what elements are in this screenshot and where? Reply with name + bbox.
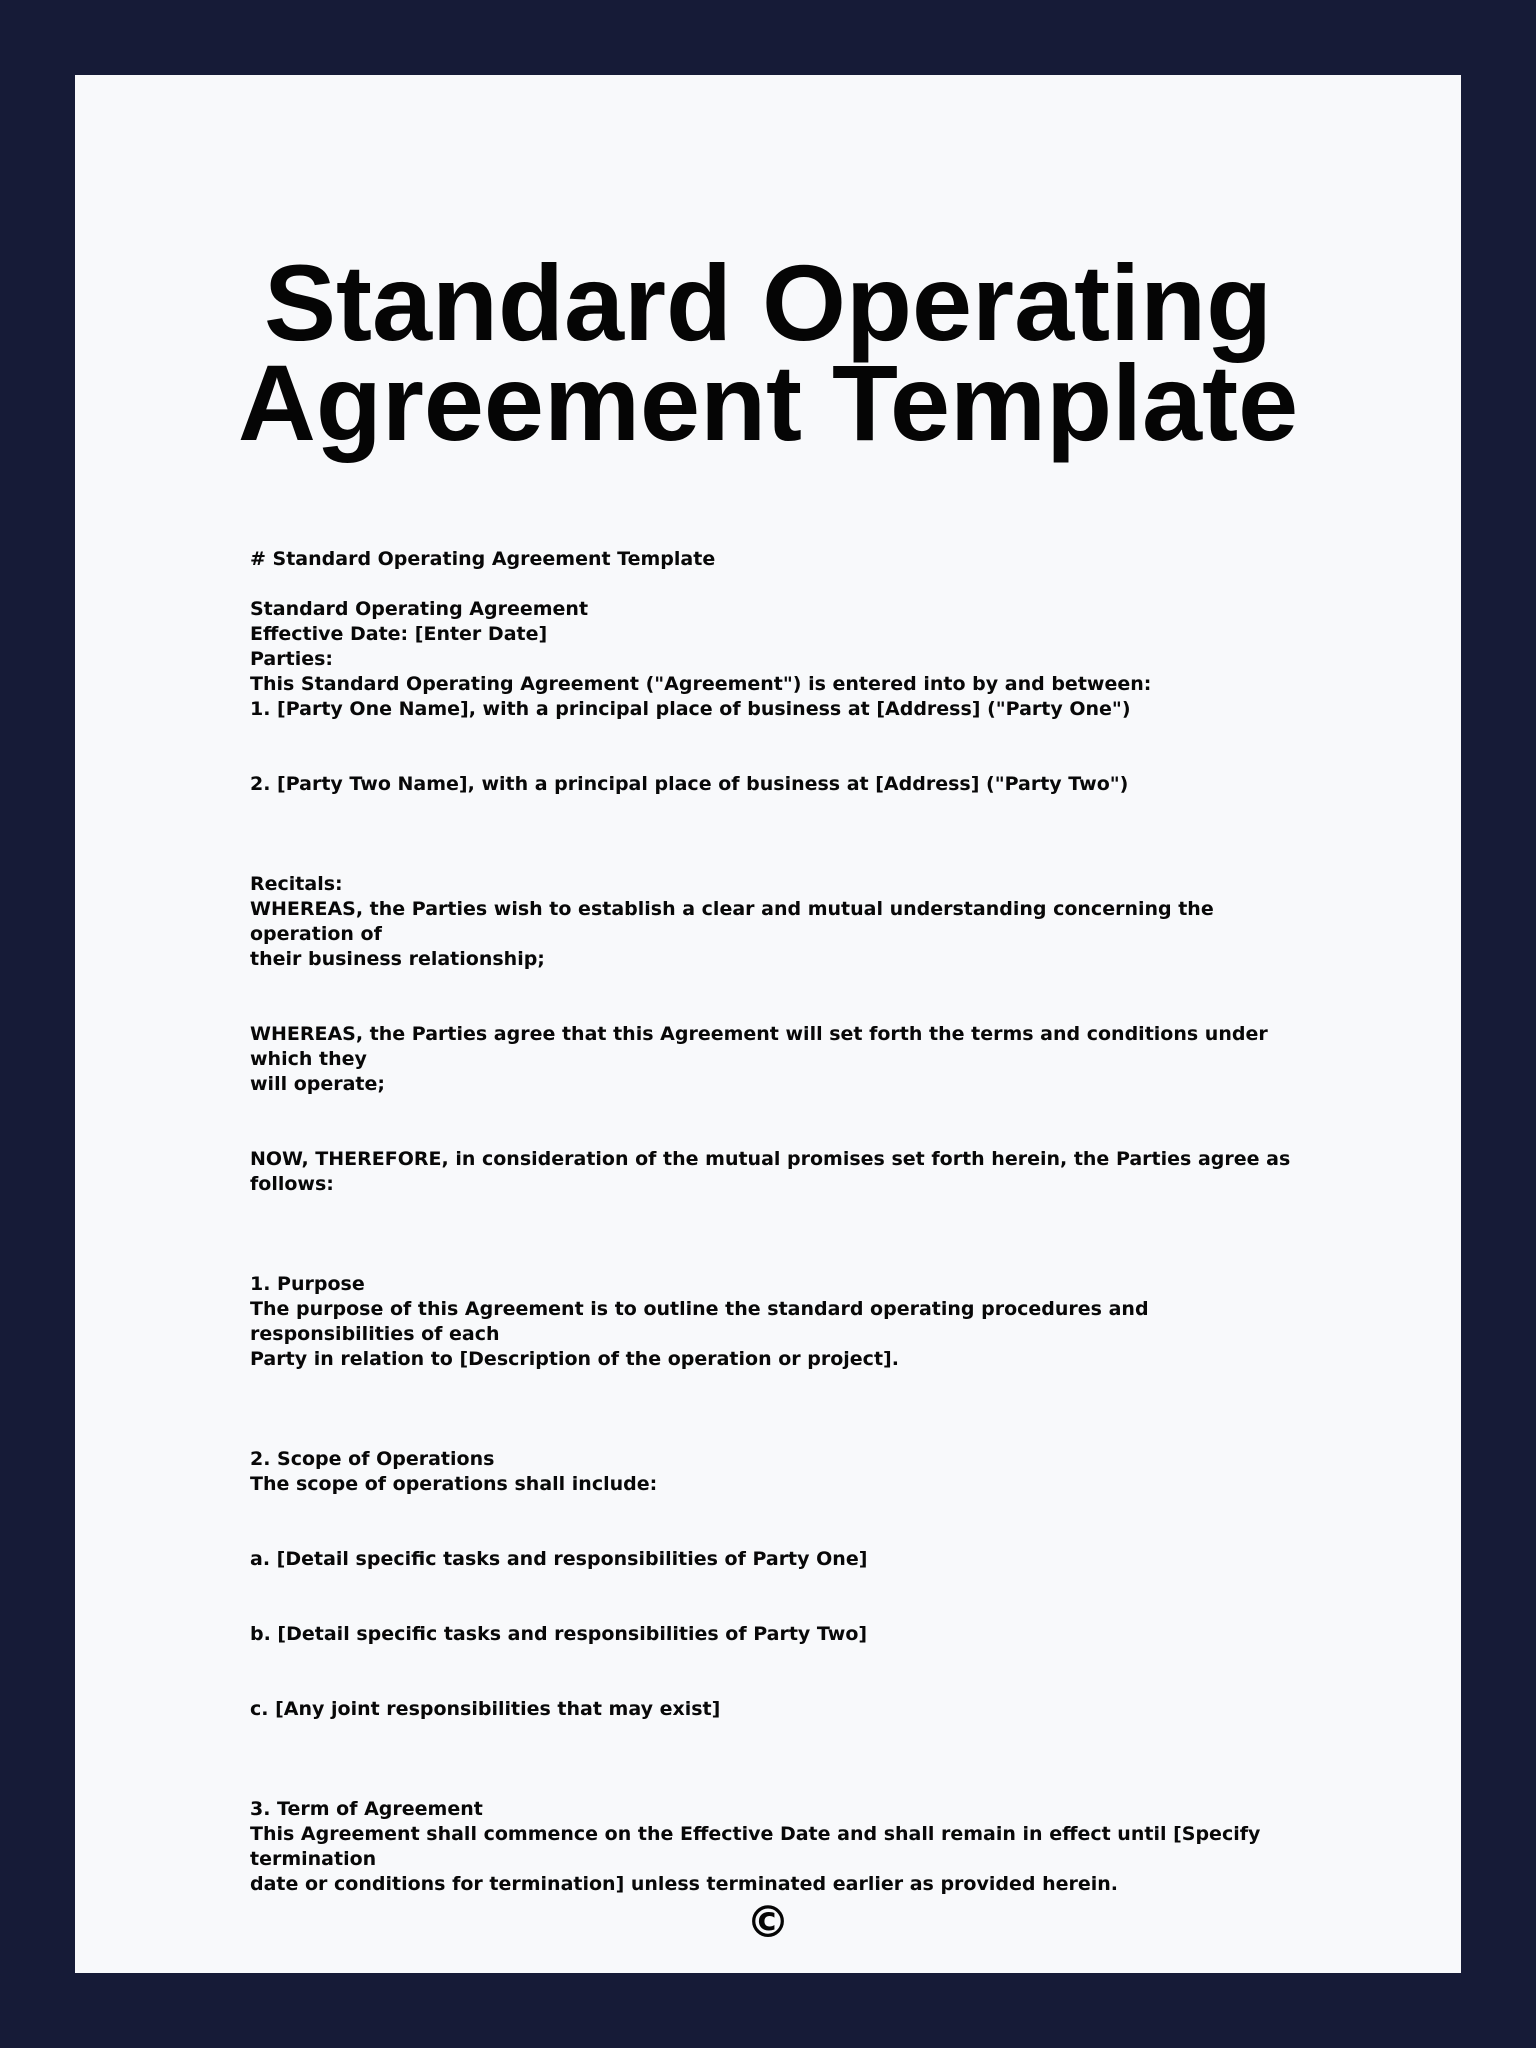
- section-2-item-a: a. [Detail specific tasks and responsibilities of Party One]: [250, 1548, 868, 1570]
- document-title: [75, 242, 1461, 463]
- section-2-item-b: b. [Detail specific tasks and responsibilities of Party Two]: [250, 1623, 868, 1645]
- party-one: 1. [Party One Name], with a principal place of business at [Address] ("Party One"): [250, 698, 1131, 720]
- section-1-line-2: Party in relation to [Description of the operation or project].: [250, 1348, 899, 1370]
- effective-date: Effective Date: [Enter Date]: [250, 623, 548, 645]
- title-line-1: Standard Operating: [263, 242, 1273, 363]
- document-body: [250, 547, 1310, 1897]
- copyright-icon: ©: [746, 1897, 790, 1948]
- section-1-heading: 1. Purpose: [250, 1273, 365, 1295]
- section-2-intro: The scope of operations shall include:: [250, 1473, 658, 1495]
- section-3-heading: 3. Term of Agreement: [250, 1798, 483, 1820]
- whereas-1-line-2: their business relationship;: [250, 948, 545, 970]
- whereas-2-line-1: WHEREAS, the Parties agree that this Agreement will set forth the terms and conditions under which they: [250, 1023, 1275, 1070]
- recitals-label: Recitals:: [250, 873, 343, 895]
- section-1-line-1: The purpose of this Agreement is to outline the standard operating procedures and responsibilities of each: [250, 1298, 1156, 1345]
- section-3-line-1: This Agreement shall commence on the Effective Date and shall remain in effect until [Specify termination: [250, 1823, 1267, 1870]
- whereas-2-line-2: will operate;: [250, 1073, 386, 1095]
- agreement-name: Standard Operating Agreement: [250, 598, 589, 620]
- parties-label: Parties:: [250, 648, 333, 670]
- markdown-heading: # Standard Operating Agreement Template: [250, 548, 716, 570]
- document-page: [75, 75, 1461, 1973]
- whereas-1-line-1: WHEREAS, the Parties wish to establish a clear and mutual understanding concerning the operation of: [250, 898, 1221, 945]
- section-2-heading: 2. Scope of Operations: [250, 1448, 495, 1470]
- title-line-2: Agreement Template: [237, 342, 1299, 463]
- now-therefore: NOW, THEREFORE, in consideration of the mutual promises set forth herein, the Parties agree as follows:: [250, 1148, 1297, 1195]
- section-3-line-2: date or conditions for termination] unless terminated earlier as provided herein.: [250, 1873, 1119, 1895]
- section-2-item-c: c. [Any joint responsibilities that may exist]: [250, 1698, 721, 1720]
- party-two: 2. [Party Two Name], with a principal place of business at [Address] ("Party Two"): [250, 773, 1129, 795]
- intro-paragraph: This Standard Operating Agreement ("Agreement") is entered into by and between:: [250, 673, 1152, 695]
